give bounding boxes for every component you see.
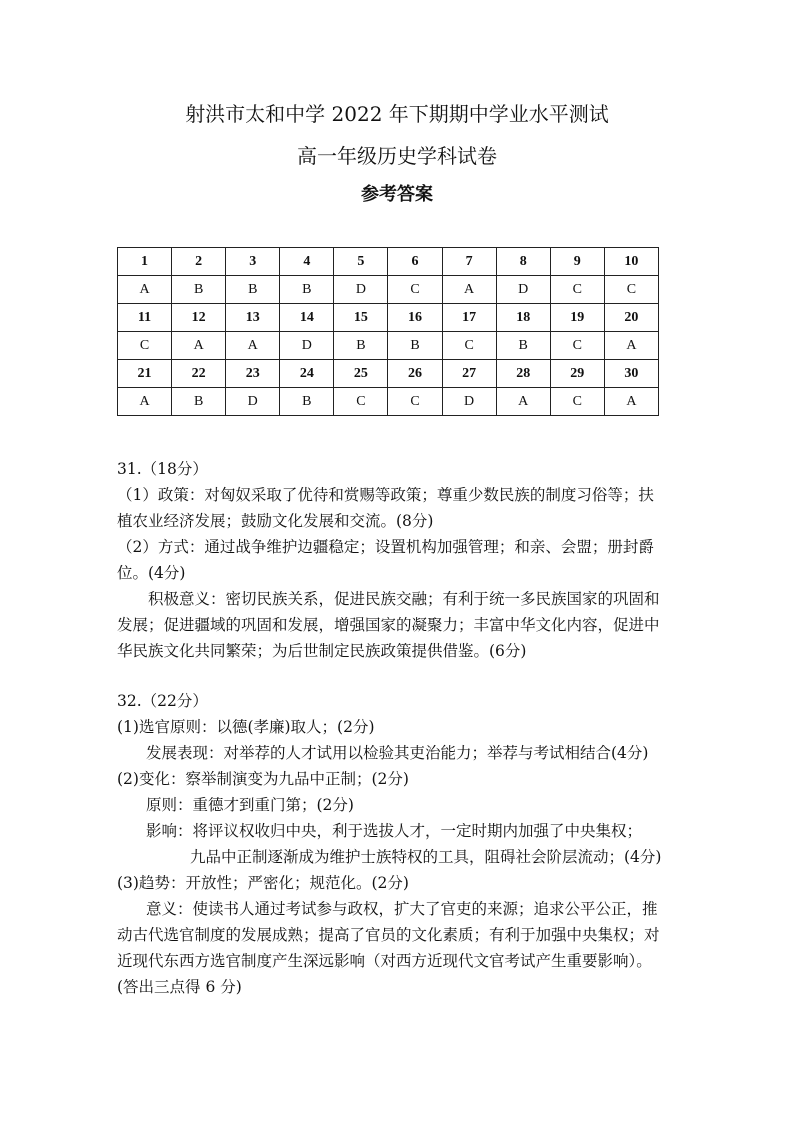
q31-line: （2）方式：通过战争维护边疆稳定；设置机构加强管理；和亲、会盟；册封爵 [117,538,654,556]
q32-line: 发展表现：对举荐的人才试用以检验其吏治能力；举荐与考试相结合(4分) [146,744,649,762]
q32-line: (1)选官原则：以德(孝廉)取人；(2分) [117,718,375,736]
q32-line: (3)趋势：开放性；严密化；规范化。(2分) [117,874,409,892]
answer-cell: C [550,388,604,416]
q32-heading: 32.（22分） [117,692,208,710]
answer-cell: C [604,276,658,304]
answer-cell: C [388,276,442,304]
answer-cell: A [226,332,280,360]
q32-line: 意义：使读书人通过考试参与政权，扩大了官吏的来源；追求公平公正，推 [146,900,658,918]
q31-line: 植农业经济发展；鼓励文化发展和交流。(8分) [117,512,434,530]
question-number-cell: 19 [550,304,604,332]
answer-cell: C [442,332,496,360]
answer-cell: A [442,276,496,304]
exam-title: 射洪市太和中学 2022 年下期期中学业水平测试 [185,102,609,126]
question-number-cell: 18 [496,304,550,332]
q32-line: 影响：将评议权收归中央，利于选拔人才，一定时期内加强了中央集权； [146,822,643,840]
answer-row [118,388,659,416]
answer-cell: C [550,332,604,360]
question-32 [117,688,677,1000]
question-number-cell: 6 [388,248,442,276]
question-number-cell: 24 [280,360,334,388]
answer-cell: B [388,332,442,360]
question-number-cell: 30 [604,360,658,388]
question-number-cell: 7 [442,248,496,276]
answer-cell: D [280,332,334,360]
answer-cell: A [496,388,550,416]
q32-line: 原则：重德才到重门第；(2分) [146,796,354,814]
question-number-cell: 21 [118,360,172,388]
question-number-cell: 1 [118,248,172,276]
q31-line: 积极意义：密切民族关系，促进民族交融；有利于统一多民族国家的巩固和 [148,590,660,608]
q31-heading: 31.（18分） [117,460,208,478]
question-number-cell: 12 [172,304,226,332]
q31-line: 发展；促进疆域的巩固和发展，增强国家的凝聚力；丰富中华文化内容，促进中 [117,616,660,634]
answer-cell: B [226,276,280,304]
answer-cell: B [496,332,550,360]
q31-line: 华民族文化共同繁荣；为后世制定民族政策提供借鉴。(6分) [117,642,527,660]
answer-cell: B [172,276,226,304]
answer-key-heading: 参考答案 [361,184,433,205]
answer-cell: D [226,388,280,416]
answer-cell: C [388,388,442,416]
question-number-cell: 10 [604,248,658,276]
answer-cell: A [118,388,172,416]
answer-table [117,247,659,416]
answer-cell: D [442,388,496,416]
question-number-cell: 13 [226,304,280,332]
question-number-cell: 28 [496,360,550,388]
question-number-row [118,360,659,388]
answer-cell: C [118,332,172,360]
question-number-cell: 9 [550,248,604,276]
question-number-cell: 26 [388,360,442,388]
question-number-cell: 27 [442,360,496,388]
answer-row [118,276,659,304]
question-number-cell: 5 [334,248,388,276]
answer-cell: A [172,332,226,360]
answer-cell: A [118,276,172,304]
q32-line: 动古代选官制度的发展成熟；提高了官员的文化素质；有利于加强中央集权；对 [117,926,660,944]
answer-cell: B [172,388,226,416]
q31-line: （1）政策：对匈奴采取了优待和赏赐等政策；尊重少数民族的制度习俗等；扶 [117,486,654,504]
question-number-cell: 22 [172,360,226,388]
question-number-cell: 17 [442,304,496,332]
question-number-cell: 23 [226,360,280,388]
question-number-cell: 3 [226,248,280,276]
q32-line: (答出三点得 6 分) [117,978,242,996]
q31-line: 位。(4分) [117,564,186,582]
answer-cell: B [280,276,334,304]
answer-row [118,332,659,360]
q32-line: 九品中正制逐渐成为维护士族特权的工具，阻碍社会阶层流动；(4分) [190,848,662,866]
q32-line: (2)变化：察举制演变为九品中正制；(2分) [117,770,409,788]
question-number-cell: 25 [334,360,388,388]
answer-cell: C [550,276,604,304]
exam-subtitle: 高一年级历史学科试卷 [297,144,497,168]
answer-cell: C [334,388,388,416]
answer-cell: A [604,332,658,360]
answer-cell: D [334,276,388,304]
question-number-cell: 14 [280,304,334,332]
answer-cell: A [604,388,658,416]
question-number-row [118,304,659,332]
question-number-cell: 16 [388,304,442,332]
question-number-cell: 2 [172,248,226,276]
answer-cell: B [334,332,388,360]
question-number-cell: 8 [496,248,550,276]
q32-line: 近现代东西方选官制度产生深远影响（对西方近现代文官考试产生重要影响）。 [117,952,652,970]
question-number-row [118,248,659,276]
question-number-cell: 4 [280,248,334,276]
question-number-cell: 20 [604,304,658,332]
question-number-cell: 15 [334,304,388,332]
question-number-cell: 11 [118,304,172,332]
question-number-cell: 29 [550,360,604,388]
question-31 [117,456,677,664]
answer-cell: B [280,388,334,416]
answer-cell: D [496,276,550,304]
